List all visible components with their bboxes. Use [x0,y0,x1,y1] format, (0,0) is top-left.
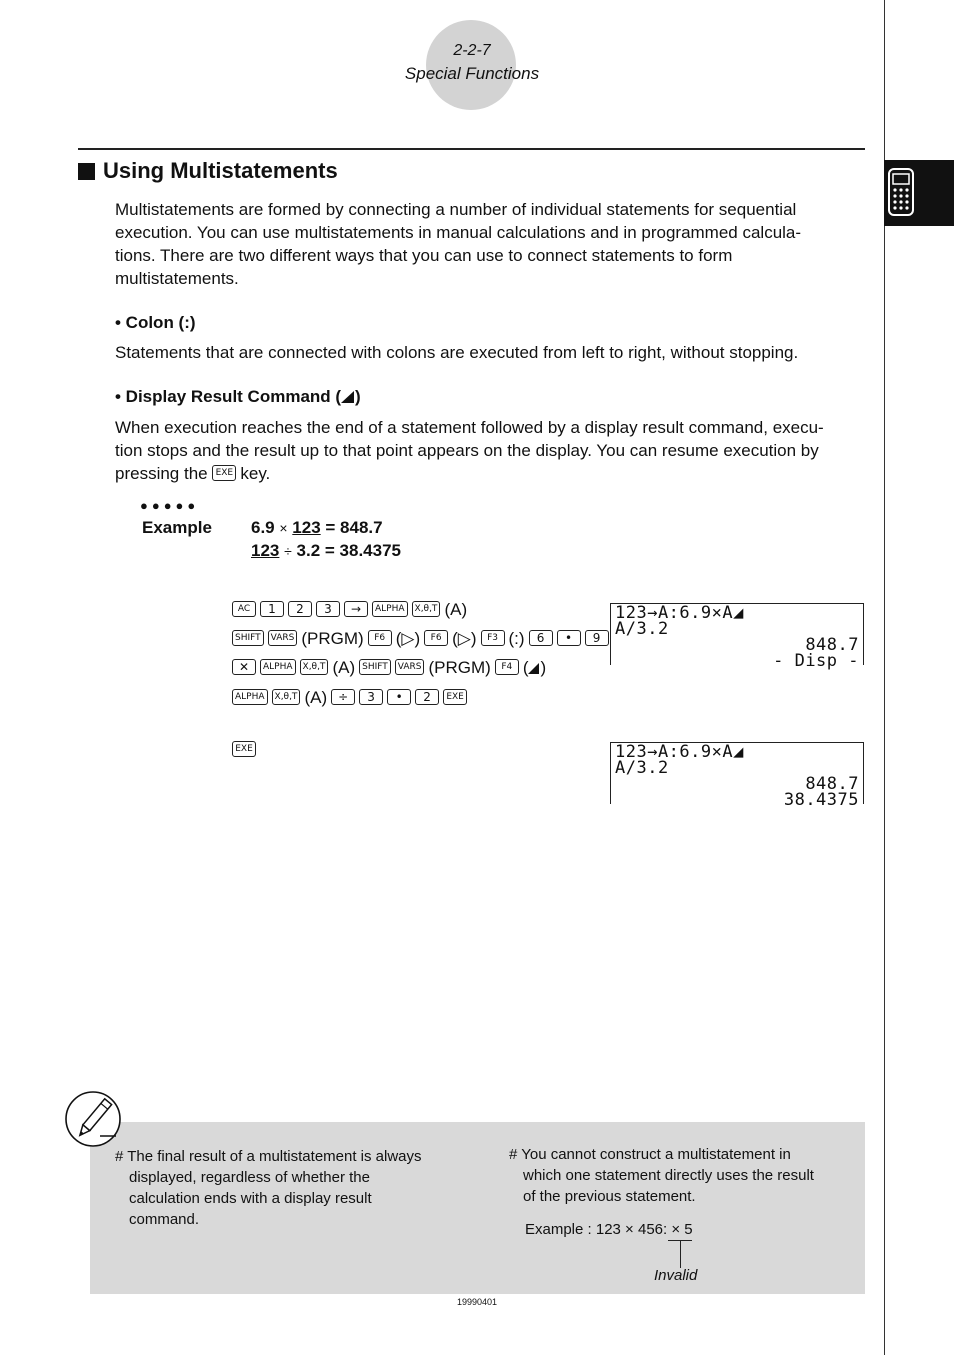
key-2: 2 [415,689,439,705]
colon-text: Statements that are connected with colons are executed from left to right, without stopping. [115,343,799,362]
multiply-key: ✕ [232,659,256,675]
key-1: 1 [260,601,284,617]
vars-key: VARS [268,630,298,646]
f4-key: F4 [495,659,519,675]
alpha-key: ALPHA [260,659,296,675]
note-left: # The final result of a multistatement is always displayed, regardless of whether the calculation ends with a display result command. [115,1148,422,1228]
note-right: # You cannot construct a multistatement in which one statement directly uses the result of the previous statement. [509,1146,814,1205]
alpha-key: ALPHA [232,689,268,705]
key-6: 6 [529,630,553,646]
key-9: 9 [585,630,609,646]
page-number: 2-2-7 [453,42,491,59]
invalid-pointer-line [680,1240,681,1268]
colon-heading: • Colon (:) [115,313,196,332]
exe-key: EXE [443,689,467,705]
pencil-note-icon [64,1090,122,1153]
example-equation-1: 6.9 × 123 = 848.7 [251,518,383,537]
ac-key: AC [232,601,256,617]
key-3: 3 [359,689,383,705]
f3-key: F3 [481,630,505,646]
key-sequence-line-2: SHIFT VARS (PRGM) F6 (▷) F6 (▷) F3 (:) 6 • 9 [232,629,613,653]
vars-key: VARS [395,659,425,675]
key-sequence-line-3: ✕ ALPHA X,θ,T (A) SHIFT VARS (PRGM) F4 ( ) [232,658,550,682]
example-dots: ●●●●● [140,498,200,513]
xthetat-key: X,θ,T [272,689,301,705]
section-title: Using Multistatements [78,158,338,184]
intro-line: tions. There are two different ways that you can use to connect statements to form [115,246,733,265]
square-bullet-icon [78,163,95,180]
divide-key: ÷ [331,689,355,705]
intro-line: execution. You can use multistatements in manual calculations and in programmed calcula- [115,223,802,242]
key-3: 3 [316,601,340,617]
key-sequence-line-5 [232,740,260,764]
key-sequence-line-1: AC 1 2 3 → ALPHA X,θ,T (A) [232,600,471,624]
display-result-heading: • Display Result Command ( ) [115,387,361,406]
calculator-icon [888,168,914,216]
display-result-paragraph: When execution reaches the end of a statement followed by a display result command, execu- tion stops and the result up to that point appears on the display. You can resume execution by pressing the EXE key. [115,418,824,483]
xthetat-key: X,θ,T [300,659,329,675]
example-label: Example [142,518,212,537]
key-sequence-line-4: ALPHA X,θ,T (A) ÷ 3 • 2 EXE [232,688,471,712]
intro-line: Multistatements are formed by connecting a number of individual statements for sequential [115,200,797,219]
exe-key: EXE [212,465,236,481]
shift-key: SHIFT [232,630,264,646]
f6-key: F6 [368,630,392,646]
exe-key: EXE [232,741,256,757]
calculator-screen-1: 123→A:6.9×A◢ A/3.2 848.7 - Disp - [610,603,864,665]
chapter-tab [884,160,954,226]
f6-key: F6 [424,630,448,646]
invalid-label: Invalid [654,1267,698,1284]
note-example: Example : 123 × 456: × 5 [525,1221,693,1238]
page-title: Special Functions [404,64,540,83]
shift-key: SHIFT [359,659,391,675]
dot-key: • [557,630,581,646]
display-result-triangle-icon [528,663,540,674]
assign-arrow-key: → [344,601,368,617]
display-result-triangle-icon [341,391,355,403]
footer-code: 19990401 [456,1297,498,1307]
example-equation-2: 123 ÷ 3.2 = 38.4375 [251,541,401,560]
intro-paragraph [115,198,867,290]
intro-line: multistatements. [115,269,239,288]
section-divider [78,148,865,150]
alpha-key: ALPHA [372,601,408,617]
key-2: 2 [288,601,312,617]
dot-key: • [387,689,411,705]
calculator-screen-2: 123→A:6.9×A◢ A/3.2 848.7 38.4375 [610,742,864,804]
xthetat-key: X,θ,T [412,601,441,617]
